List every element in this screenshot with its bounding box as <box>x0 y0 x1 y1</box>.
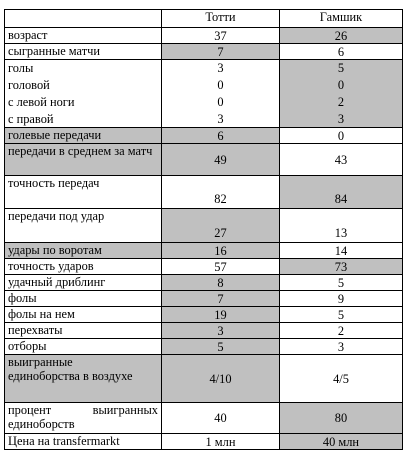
table-row <box>5 339 403 355</box>
totti-value: 16 <box>162 243 280 259</box>
totti-value: 7 <box>162 44 280 60</box>
goals-labels <box>5 60 162 128</box>
totti-value: 1 млн <box>162 434 280 450</box>
table-row <box>5 259 403 275</box>
row-label: фолы на нем <box>5 307 162 323</box>
hamsik-value: 0 <box>280 128 403 144</box>
table-row <box>5 323 403 339</box>
totti-value: 49 <box>162 144 280 176</box>
hamsik-value: 5 <box>337 61 345 75</box>
table-row <box>5 291 403 307</box>
hamsik-value: 2 <box>337 95 345 109</box>
hamsik-value: 26 <box>280 28 403 44</box>
table-row <box>5 28 403 44</box>
table-row <box>5 144 403 176</box>
table-row <box>5 176 403 209</box>
totti-value: 37 <box>162 28 280 44</box>
table-row <box>5 209 403 243</box>
row-label: точность передач <box>5 176 162 209</box>
totti-value: 3 <box>217 61 224 75</box>
row-label: выигранные единоборства в воздухе <box>5 355 162 403</box>
goals-hamsik <box>280 60 403 128</box>
row-label: с левой ноги <box>8 95 75 109</box>
row-label: отборы <box>5 339 162 355</box>
totti-value: 0 <box>217 95 224 109</box>
comparison-table <box>4 9 403 450</box>
hamsik-value: 84 <box>280 176 403 209</box>
row-label: передачи под удар <box>5 209 162 243</box>
row-label: голы <box>8 61 34 75</box>
totti-value: 0 <box>217 78 224 92</box>
row-label: головой <box>8 78 50 92</box>
row-label: передачи в среднем за матч <box>5 144 162 176</box>
table-row <box>5 243 403 259</box>
hamsik-value: 5 <box>280 275 403 291</box>
hamsik-value: 4/5 <box>280 355 403 403</box>
totti-value: 3 <box>217 112 224 126</box>
row-label: сыгранные матчи <box>5 44 162 60</box>
totti-value: 6 <box>162 128 280 144</box>
table-row <box>5 275 403 291</box>
table-row <box>5 403 403 434</box>
table-row <box>5 355 403 403</box>
row-label: процент выигранных единоборств <box>5 403 162 434</box>
header-empty-cell <box>5 10 162 28</box>
hamsik-value: 2 <box>280 323 403 339</box>
goals-totti <box>162 60 280 128</box>
hamsik-value: 73 <box>280 259 403 275</box>
hamsik-value: 6 <box>280 44 403 60</box>
totti-value: 57 <box>162 259 280 275</box>
row-label: возраст <box>5 28 162 44</box>
totti-value: 27 <box>162 209 280 243</box>
hamsik-value: 13 <box>280 209 403 243</box>
row-label: Цена на transfermarkt <box>5 434 162 450</box>
row-label: фолы <box>5 291 162 307</box>
row-label: удары по воротам <box>5 243 162 259</box>
table-row <box>5 434 403 450</box>
row-label: точность ударов <box>5 259 162 275</box>
row-label: с правой <box>8 112 54 126</box>
totti-value: 5 <box>162 339 280 355</box>
hamsik-value: 14 <box>280 243 403 259</box>
table-row <box>5 44 403 60</box>
hamsik-value: 40 млн <box>280 434 403 450</box>
table-row <box>5 307 403 323</box>
hamsik-value: 9 <box>280 291 403 307</box>
header-row <box>5 10 403 28</box>
row-label: голевые передачи <box>5 128 162 144</box>
table-row-goals <box>5 60 403 128</box>
hamsik-value: 3 <box>280 339 403 355</box>
totti-value: 7 <box>162 291 280 307</box>
hamsik-value: 0 <box>337 78 345 92</box>
table-row <box>5 128 403 144</box>
totti-value: 19 <box>162 307 280 323</box>
hamsik-value: 5 <box>280 307 403 323</box>
totti-value: 82 <box>162 176 280 209</box>
hamsik-value: 80 <box>280 403 403 434</box>
row-label: удачный дриблинг <box>5 275 162 291</box>
totti-value: 40 <box>162 403 280 434</box>
totti-value: 4/10 <box>162 355 280 403</box>
header-totti: Тотти <box>162 10 280 28</box>
totti-value: 3 <box>162 323 280 339</box>
hamsik-value: 43 <box>280 144 403 176</box>
row-label: перехваты <box>5 323 162 339</box>
header-hamsik: Гамшик <box>280 10 403 28</box>
totti-value: 8 <box>162 275 280 291</box>
hamsik-value: 3 <box>337 112 345 126</box>
